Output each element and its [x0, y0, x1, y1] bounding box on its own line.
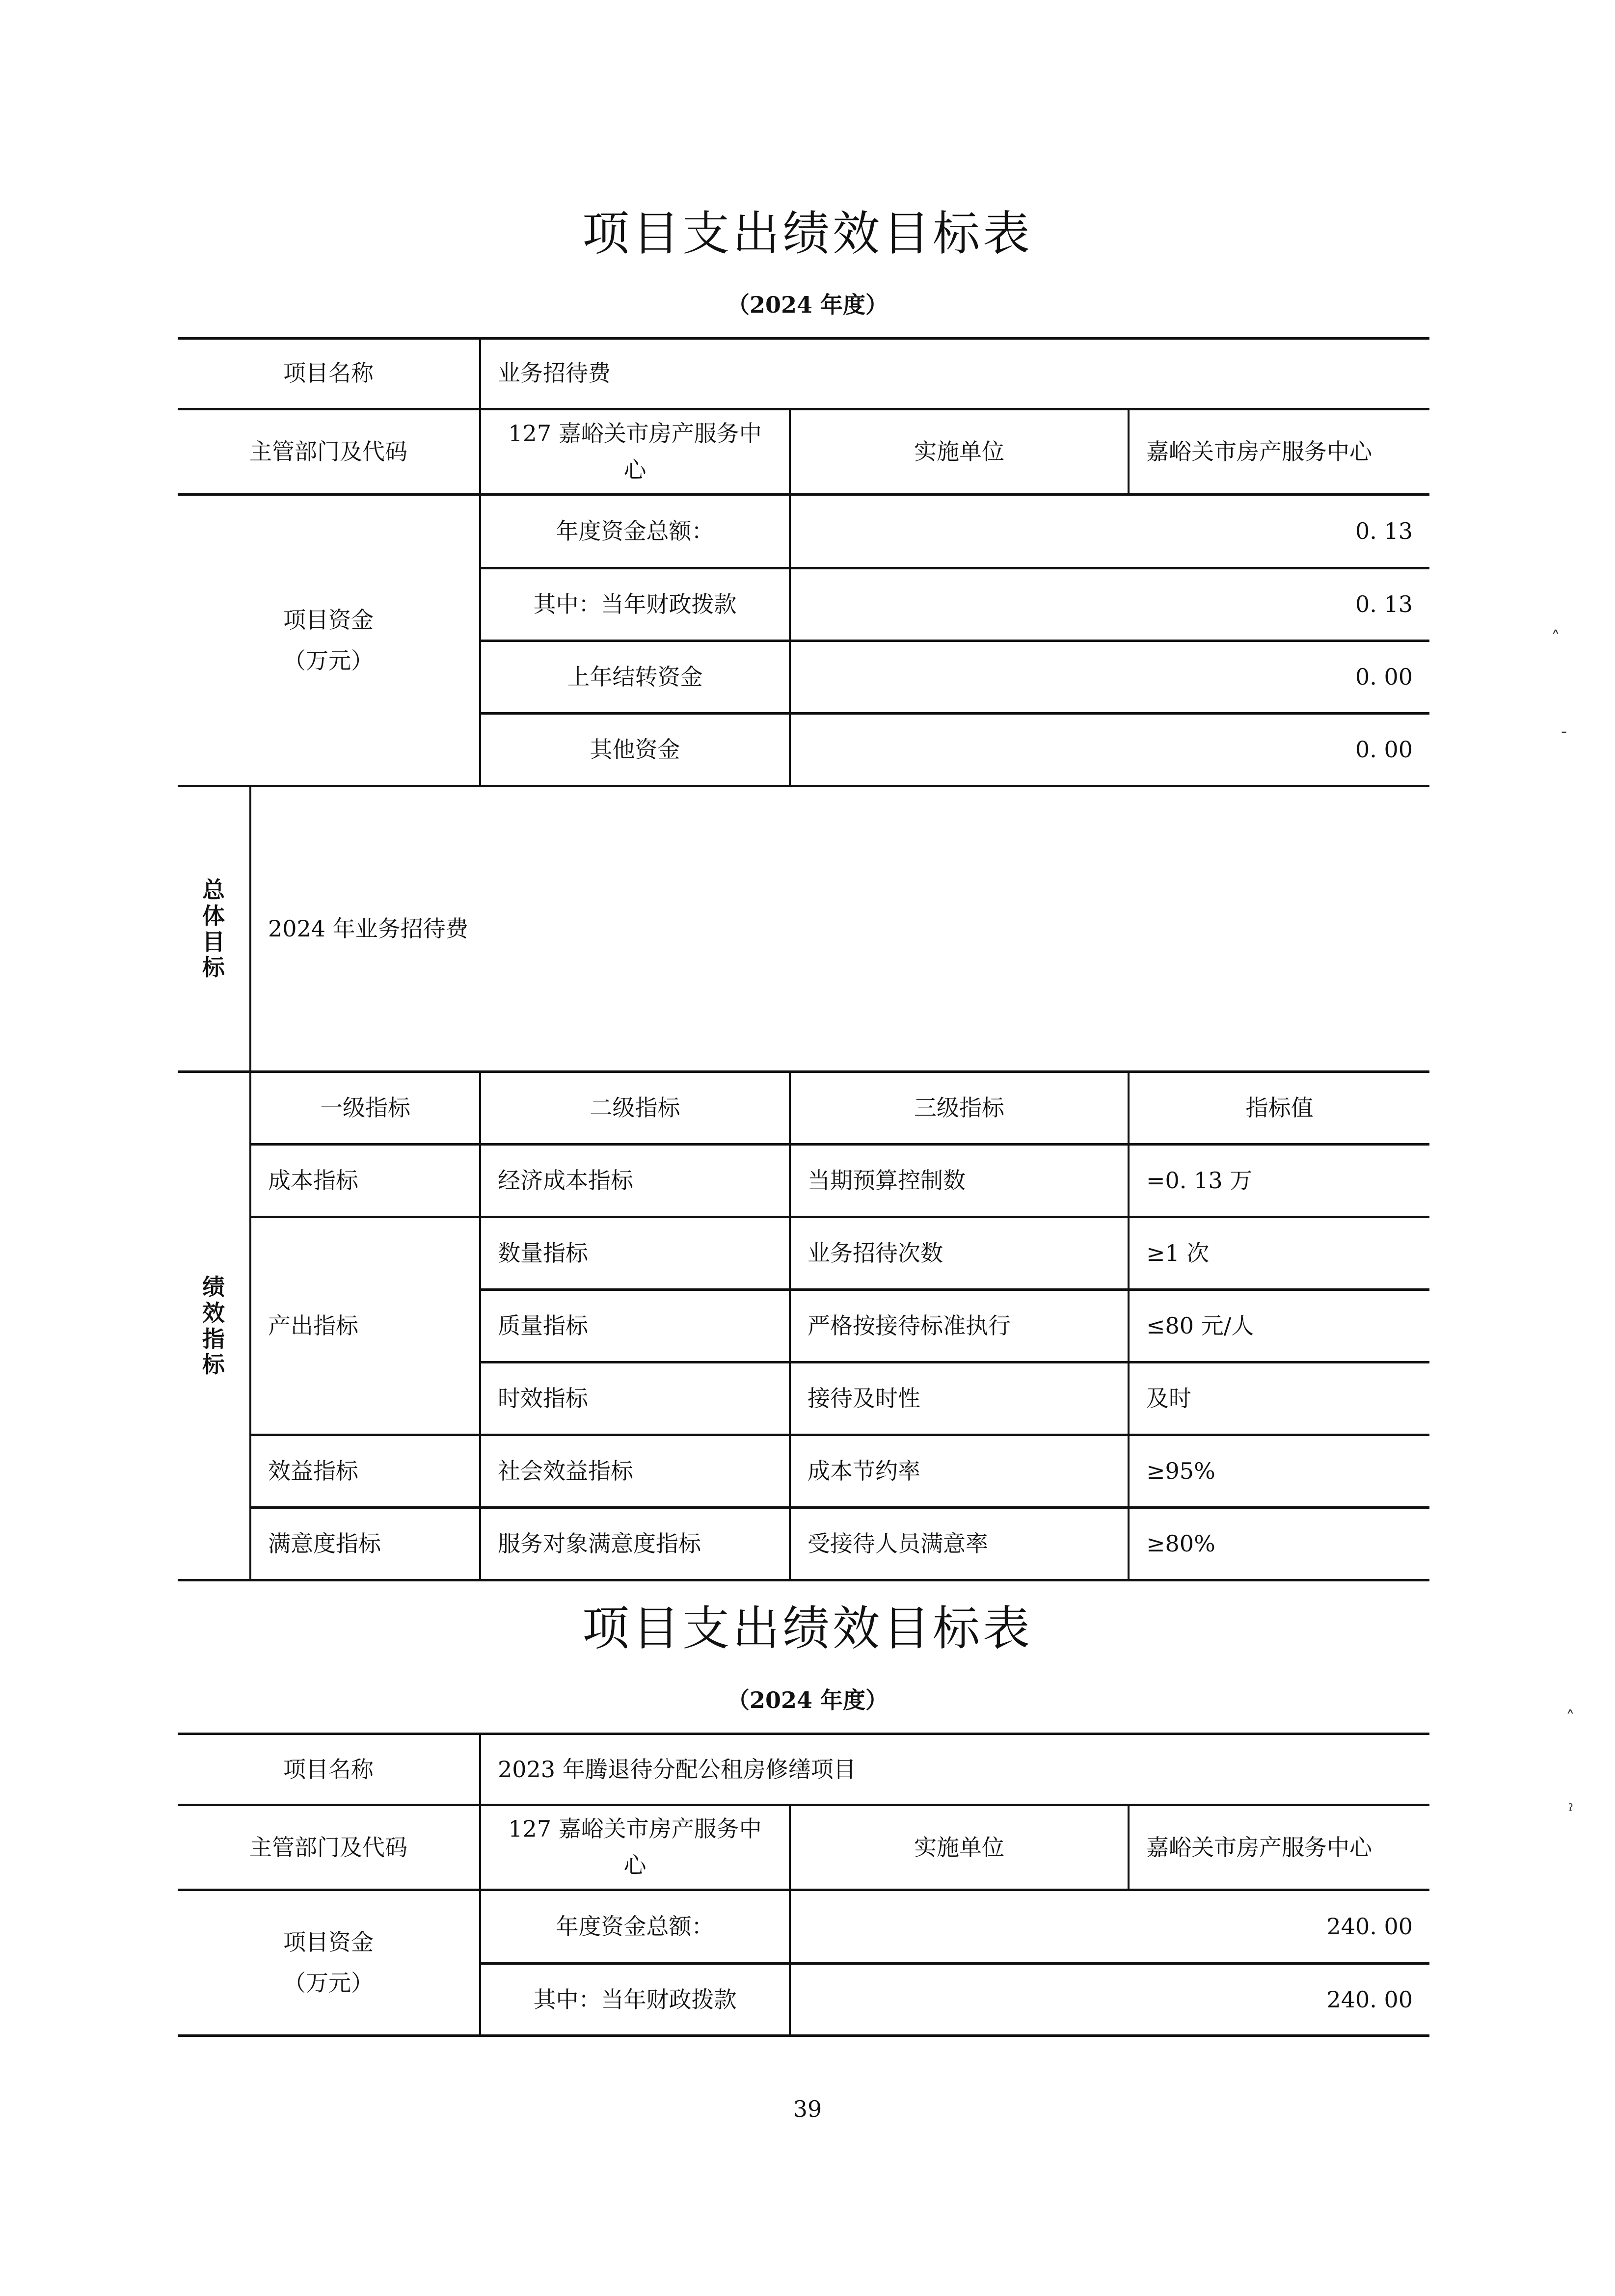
- row-timeliness-level2: 时效指标: [498, 1385, 588, 1412]
- dept-label: 主管部门及代码: [249, 438, 407, 465]
- row-satisfaction-level3: 受接待人员满意率: [808, 1530, 988, 1557]
- scan-speck: ˀ: [1568, 1801, 1574, 1821]
- row-cost-level2: 经济成本指标: [498, 1167, 633, 1194]
- header-value: 指标值: [1245, 1095, 1314, 1121]
- overall-goal-label: [178, 787, 249, 1070]
- table2-year: （2024 年度）: [727, 1687, 888, 1713]
- perf-label-char: 指: [202, 1325, 225, 1352]
- table1-year: （2024 年度）: [727, 292, 888, 318]
- perf-label-char: 绩: [202, 1273, 225, 1300]
- t2-project-name-label: 项目名称: [283, 1756, 374, 1783]
- header-level1: 一级指标: [320, 1095, 410, 1121]
- t2-funds-fiscal-label: 其中：当年财政拨款: [533, 1986, 737, 2013]
- t2-funds-label: [178, 1891, 479, 2034]
- row-benefit-level2: 社会效益指标: [498, 1458, 633, 1484]
- funds-label: [178, 496, 479, 785]
- perf-label-char: 效: [202, 1299, 225, 1326]
- t2-impl-unit: 嘉峪关市房产服务中心: [1146, 1834, 1372, 1861]
- overall-goal-char: 总: [202, 876, 225, 903]
- t2-dept-code: [481, 1806, 789, 1889]
- impl-label: 实施单位: [914, 438, 1004, 465]
- page-number: 39: [793, 2096, 822, 2122]
- funds-carryover-label: 上年结转资金: [567, 664, 703, 690]
- dept-code: [481, 410, 789, 493]
- header-level3: 三级指标: [914, 1095, 1004, 1121]
- funds-total-label: 年度资金总额：: [556, 518, 714, 544]
- table2-title: 项目支出绩效目标表: [582, 1601, 1033, 1656]
- dept-code-line1: 127 嘉峪关市房产服务中: [508, 420, 762, 447]
- scan-speck: -: [1561, 721, 1567, 742]
- scan-speck: ˄: [1566, 1708, 1575, 1728]
- overall-goal-char: 目: [202, 928, 225, 955]
- project-name-value: 业务招待费: [498, 360, 611, 386]
- t2-project-name-value: 2023 年腾退待分配公租房修缮项目: [498, 1756, 856, 1783]
- scan-speck: ˄: [1551, 628, 1560, 648]
- t2-funds-total-value: 240. 00: [1326, 1913, 1413, 1940]
- row-cost-level1: 成本指标: [268, 1167, 358, 1194]
- row-quantity-value: ≥1 次: [1146, 1240, 1210, 1266]
- row-cost-level3: 当期预算控制数: [808, 1167, 966, 1194]
- row-satisfaction-value: ≥80%: [1146, 1530, 1215, 1557]
- row-quantity-level2: 数量指标: [498, 1240, 588, 1266]
- funds-carryover-value: 0. 00: [1355, 664, 1413, 690]
- impl-unit: 嘉峪关市房产服务中心: [1146, 438, 1372, 465]
- row-satisfaction-level2: 服务对象满意度指标: [498, 1530, 701, 1557]
- funds-other-label: 其他资金: [590, 736, 680, 763]
- t2-funds-total-label: 年度资金总额：: [556, 1913, 714, 1940]
- overall-goal-char: 体: [202, 902, 225, 929]
- project-name-label: 项目名称: [283, 360, 374, 386]
- row-satisfaction-level1: 满意度指标: [268, 1530, 381, 1557]
- funds-total-value: 0. 13: [1355, 518, 1413, 544]
- t2-impl-label: 实施单位: [914, 1834, 1004, 1861]
- t2-dept-code-line1: 127 嘉峪关市房产服务中: [508, 1815, 762, 1842]
- row-quality-value: ≤80 元/人: [1146, 1312, 1254, 1339]
- header-level2: 二级指标: [590, 1095, 680, 1121]
- funds-other-value: 0. 00: [1355, 736, 1413, 763]
- overall-goal-text: 2024 年业务招待费: [268, 915, 468, 942]
- row-quality-level3: 严格按接待标准执行: [808, 1312, 1011, 1339]
- t2-dept-label: 主管部门及代码: [249, 1834, 407, 1861]
- row-benefit-level3: 成本节约率: [808, 1458, 920, 1484]
- t2-funds-label-line2: （万元）: [283, 1970, 374, 1996]
- row-cost-value: =0. 13 万: [1146, 1167, 1253, 1194]
- perf-label-char: 标: [202, 1351, 225, 1378]
- row-timeliness-value: 及时: [1146, 1385, 1191, 1412]
- row-quality-level2: 质量指标: [498, 1312, 588, 1339]
- row-output-level1: 产出指标: [268, 1312, 358, 1339]
- dept-code-line2: 心: [623, 456, 646, 483]
- t2-funds-fiscal-value: 240. 00: [1326, 1986, 1413, 2013]
- funds-label-line2: （万元）: [283, 647, 374, 674]
- overall-goal-char: 标: [202, 954, 225, 981]
- row-benefit-value: ≥95%: [1146, 1458, 1215, 1484]
- funds-fiscal-label: 其中：当年财政拨款: [533, 591, 737, 617]
- t2-funds-label-line1: 项目资金: [283, 1929, 374, 1956]
- funds-label-line1: 项目资金: [283, 606, 374, 633]
- funds-fiscal-value: 0. 13: [1355, 591, 1413, 617]
- row-quantity-level3: 业务招待次数: [808, 1240, 943, 1266]
- row-benefit-level1: 效益指标: [268, 1458, 358, 1484]
- perf-label: [178, 1073, 249, 1579]
- row-timeliness-level3: 接待及时性: [808, 1385, 920, 1412]
- t2-dept-code-line2: 心: [623, 1852, 646, 1878]
- table1-title: 项目支出绩效目标表: [582, 206, 1033, 261]
